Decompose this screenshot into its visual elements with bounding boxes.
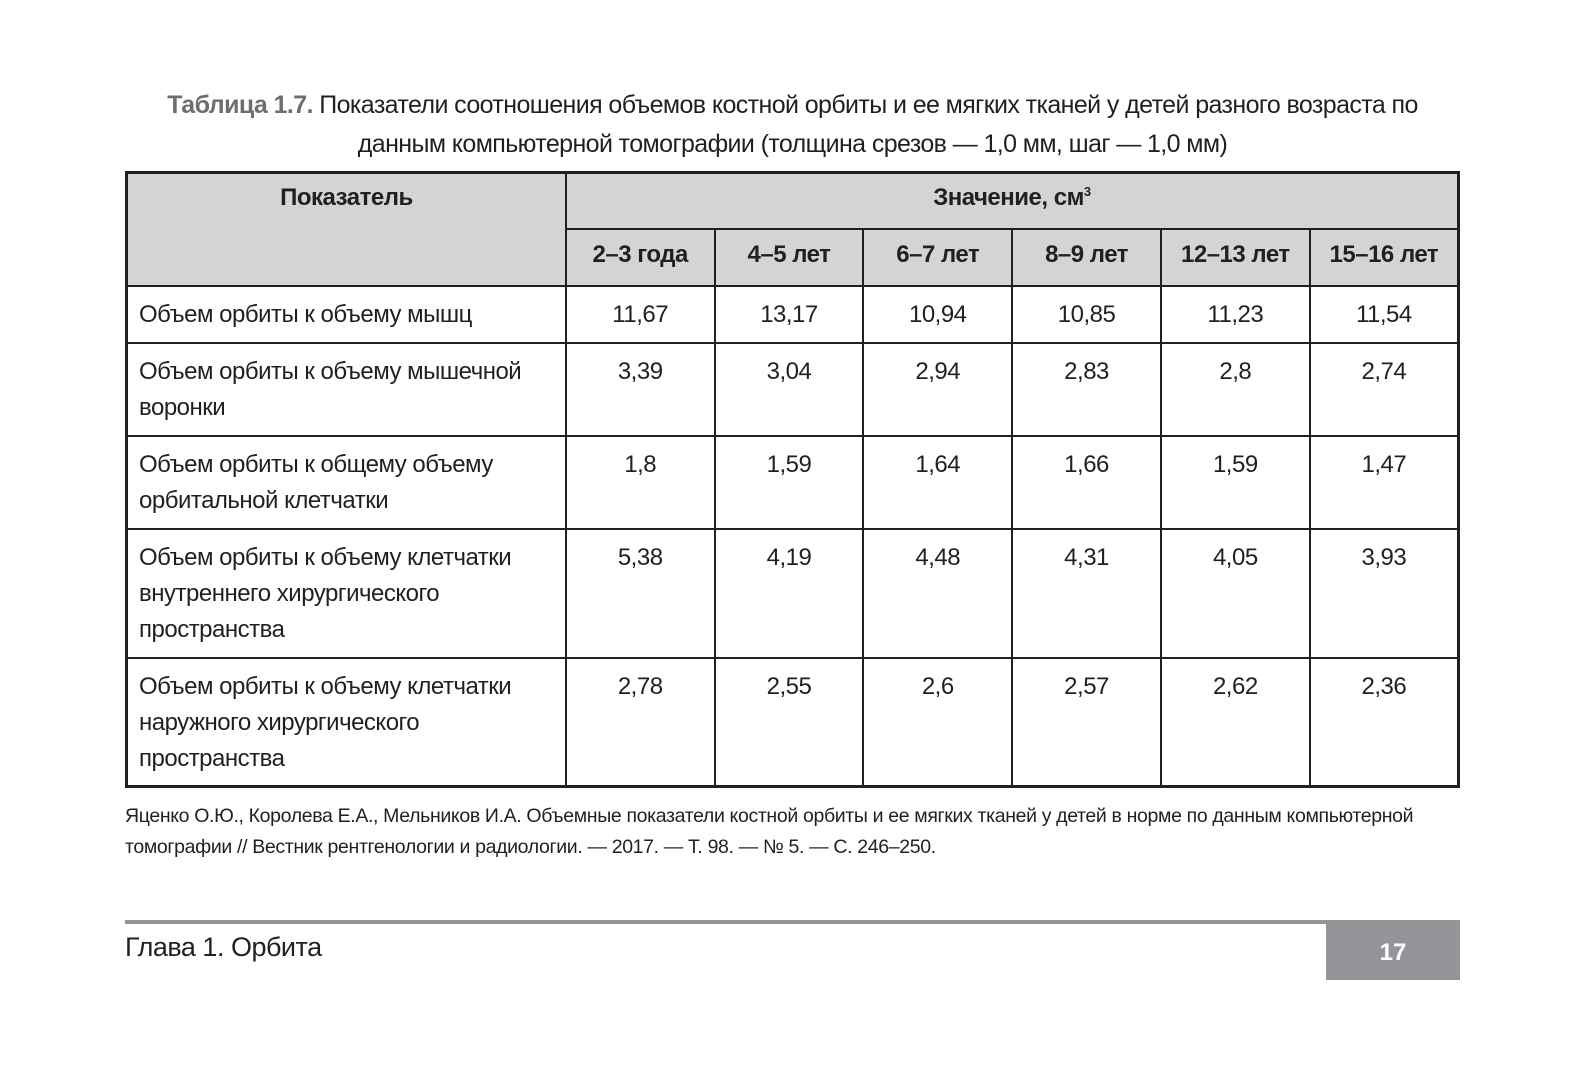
value-cell: 3,93 — [1310, 529, 1459, 658]
value-cell: 2,74 — [1310, 343, 1459, 436]
value-cell: 1,59 — [715, 436, 864, 529]
value-cell: 1,64 — [863, 436, 1012, 529]
value-cell: 2,55 — [715, 658, 864, 787]
header-age: 2–3 года — [566, 229, 715, 286]
header-age: 6–7 лет — [863, 229, 1012, 286]
value-cell: 2,6 — [863, 658, 1012, 787]
value-cell: 2,83 — [1012, 343, 1161, 436]
value-cell: 4,19 — [715, 529, 864, 658]
value-cell: 3,04 — [715, 343, 864, 436]
value-cell: 10,85 — [1012, 286, 1161, 343]
table-row — [127, 658, 1459, 787]
reference-note: Яценко О.Ю., Королева Е.А., Мельников И.А. Объемные показатели костной орбиты и ее мягких тканей у детей в норме по данным компьютерной томографии // Вестник рентгенологии и радиологии. — 2017. — Т. 98. — № 5. — С. 246–250. — [125, 805, 1414, 858]
value-cell: 3,39 — [566, 343, 715, 436]
row-label: Объем орбиты к объему клетчатки внутреннего хирургического пространства — [127, 529, 566, 658]
header-row-top — [127, 173, 1459, 229]
header-age: 12–13 лет — [1161, 229, 1310, 286]
value-cell: 11,67 — [566, 286, 715, 343]
header-value — [566, 173, 1459, 229]
table-row — [127, 286, 1459, 343]
table-row — [127, 343, 1459, 436]
value-cell: 2,94 — [863, 343, 1012, 436]
footer-divider — [125, 920, 1460, 924]
table-row — [127, 436, 1459, 529]
page-number: 17 — [1326, 920, 1460, 980]
header-age: 15–16 лет — [1310, 229, 1459, 286]
value-cell: 2,36 — [1310, 658, 1459, 787]
table-caption-text: Показатели соотношения объемов костной орбиты и ее мягких тканей у детей разного возраста по данным компьютерной томографии (толщина срезов — 1,0 мм, шаг — 1,0 мм) — [312, 91, 1418, 158]
value-cell: 11,23 — [1161, 286, 1310, 343]
value-cell: 4,31 — [1012, 529, 1161, 658]
chapter-title: Глава 1. Орбита — [125, 932, 322, 962]
row-label: Объем орбиты к объему мышечной воронки — [127, 343, 566, 436]
table-row — [127, 529, 1459, 658]
value-cell: 2,78 — [566, 658, 715, 787]
value-cell: 2,62 — [1161, 658, 1310, 787]
header-age: 4–5 лет — [715, 229, 864, 286]
table-caption — [125, 86, 1460, 164]
value-cell: 4,05 — [1161, 529, 1310, 658]
row-label: Объем орбиты к объему мышц — [127, 286, 566, 343]
header-value-label: Значение, см — [933, 184, 1084, 211]
value-cell: 2,8 — [1161, 343, 1310, 436]
row-label: Объем орбиты к общему объему орбитальной клетчатки — [127, 436, 566, 529]
header-indicator — [127, 173, 566, 286]
row-label: Объем орбиты к объему клетчатки наружного хирургического пространства — [127, 658, 566, 787]
table-caption-label: Таблица 1.7. — [167, 91, 313, 119]
data-table — [125, 171, 1460, 788]
header-age: 8–9 лет — [1012, 229, 1161, 286]
value-cell: 2,57 — [1012, 658, 1161, 787]
value-cell: 5,38 — [566, 529, 715, 658]
value-cell: 4,48 — [863, 529, 1012, 658]
value-cell: 11,54 — [1310, 286, 1459, 343]
value-cell: 1,8 — [566, 436, 715, 529]
header-value-sup: 3 — [1083, 184, 1091, 199]
header-indicator-label: Показатель — [280, 184, 413, 211]
value-cell: 1,47 — [1310, 436, 1459, 529]
value-cell: 13,17 — [715, 286, 864, 343]
value-cell: 1,59 — [1161, 436, 1310, 529]
value-cell: 1,66 — [1012, 436, 1161, 529]
value-cell: 10,94 — [863, 286, 1012, 343]
